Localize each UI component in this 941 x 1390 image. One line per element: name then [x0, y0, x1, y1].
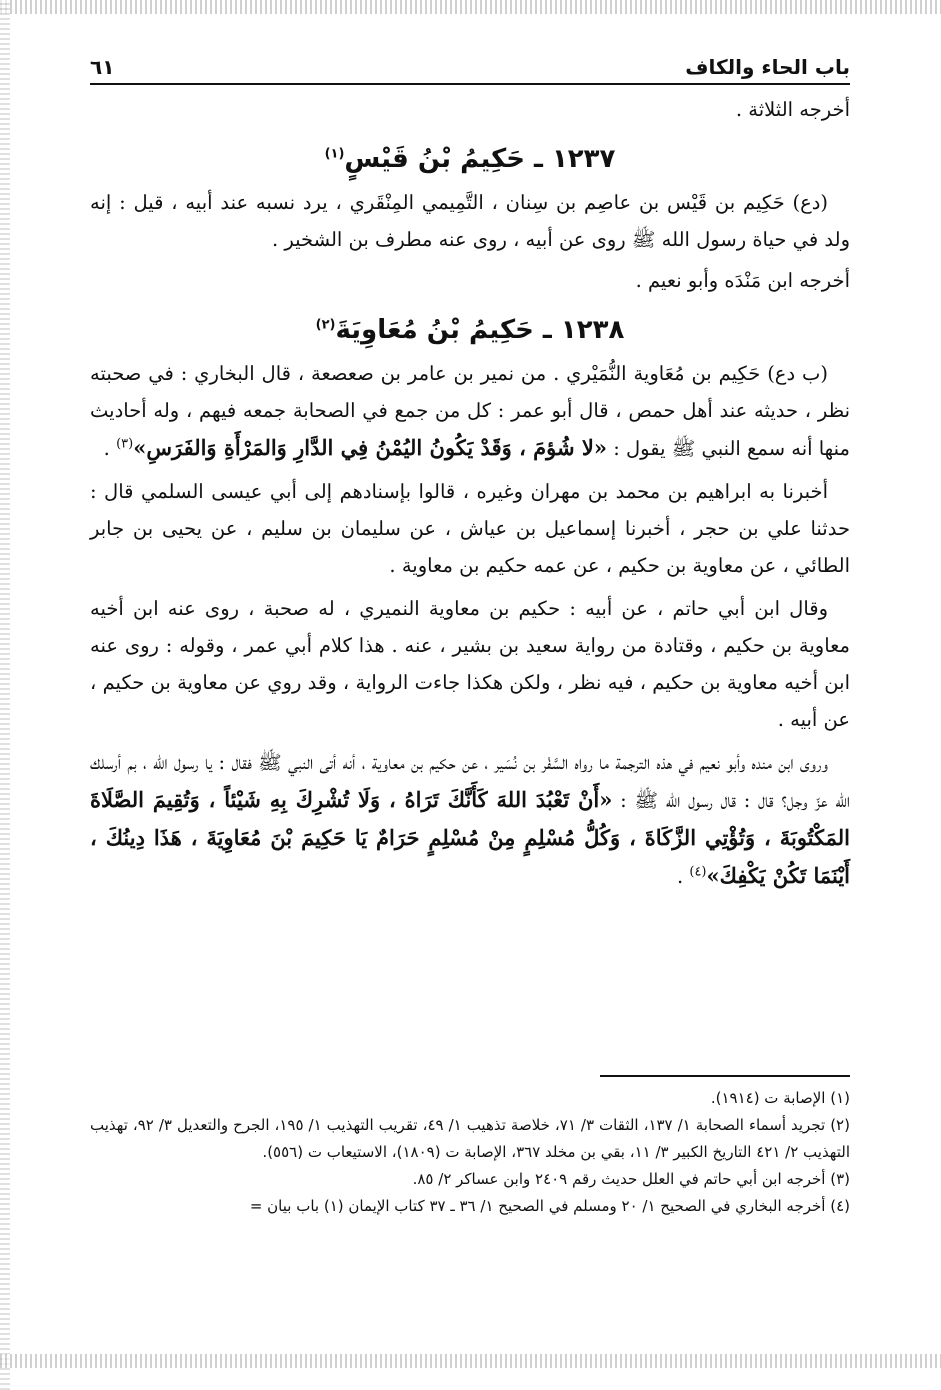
running-header: [90, 55, 850, 85]
decorative-border-bottom: [0, 1354, 941, 1368]
entry-1238-paragraph-1: [90, 355, 850, 467]
entry-title-text: ١٢٣٨ ـ حَكِيمُ بْنُ مُعَاوِيَةَ: [335, 315, 625, 345]
paragraph-text: وروى ابن منده وأبو نعيم في هذه الترجمة ما رواه السَّفْر بن نُسَير ، عن حكيم بن معاوية ، أنه أتى النبي ﷺ فقال : يا رسول الله ، بم أرسلك الله عزّ وجل؟ قال : قال رسول الله ﷺ :: [90, 751, 850, 812]
footnote-ref: (١): [324, 146, 345, 162]
paragraph-text: (ب دع) حَكِيم بن مُعَاوية النُّمَيْري . من نمير بن عامر بن صعصعة ، قال البخاري : في صحبته نظر ، حديثه عند أهل حمص ، قال أبو عمر : كل من جمع في الصحابة جمعه فيهم ، وله أحاديث منها أنه سمع النبي ﷺ يقول :: [90, 362, 850, 460]
paragraph-end: .: [676, 865, 690, 888]
footnote-ref: (٣): [116, 436, 134, 452]
entry-1237-paragraph-2: أخرجه ابن مَنْدَه وأبو نعيم .: [635, 269, 850, 292]
footnote-1: (١) الإصابة ت (١٩١٤).: [710, 1089, 850, 1107]
chapter-title: باب الحاء والكاف: [685, 55, 850, 79]
hadith-quote: «أَنْ تَعْبُدَ اللهَ كَأَنَّكَ تَرَاهُ ، وَلَا تُشْرِكَ بِهِ شَيْئاً ، وَتُقِيمَ الصَّلَاةَ المَكْتُوبَةَ ، وَتُؤْتِي الزَّكَاةَ ، وَكُلُّ مُسْلِمٍ مِنْ مُسْلِمٍ حَرَامٌ يَا حَكِيمَ بْنَ مُعَاوِيَةَ ، هَذَا دِينُكَ ، أَيْنَمَا تَكُنْ يَكْفِكَ»: [90, 787, 850, 888]
footnote-ref: (٤): [689, 864, 707, 880]
footnote-4: (٤) أخرجه البخاري في الصحيح ١/ ٢٠ ومسلم في الصحيح ١/ ٣٦ ـ ٣٧ كتاب الإيمان (١) باب بيان =: [249, 1197, 850, 1215]
entry-1238-paragraph-4: [90, 744, 850, 895]
footnote-separator: [600, 1075, 850, 1077]
footnote-ref: (٢): [315, 317, 336, 333]
decorative-border-top: [0, 0, 941, 14]
entry-title-1238: [90, 305, 850, 355]
paragraph-end: .: [103, 437, 117, 460]
intro-paragraph: أخرجه الثلاثة .: [735, 98, 850, 121]
footnote-2: (٢) تجريد أسماء الصحابة ١/ ١٣٧، الثقات ٣/ ٧١، خلاصة تذهيب ١/ ٤٩، تقريب التهذيب ١/ ١٩٥، الجرح والتعديل ٣/ ٩٢، تهذيب التهذيب ٢/ ٤٢١ التاريخ الكبير ٣/ ١١، بقي بن مخلد ٣٦٧، الإصابة ت (١٨٠٩)، الاستيعاب ت (٥٥٦).: [90, 1116, 850, 1161]
hadith-quote: «لا شُؤمَ ، وَقَدْ يَكُونُ اليُمْنُ فِي الدَّارِ وَالمَرْأَةِ وَالفَرَسِ»: [133, 435, 608, 460]
entry-1238-paragraph-3: وقال ابن أبي حاتم ، عن أبيه : حكيم بن معاوية النميري ، له صحبة ، روى عنه ابن أخيه معاوية بن حكيم ، وقتادة من رواية سعيد بن بشير ، عنه . هذا كلام أبي عمر ، وقوله : روى عنه ابن أخيه معاوية بن حكيم ، فيه نظر ، ولكن هكذا جاءت الرواية ، وقد روي عن معاوية بن حكيم ، عن أبيه .: [90, 597, 850, 731]
footnote-3: (٣) أخرجه ابن أبي حاتم في العلل حديث رقم ٢٤٠٩ وابن عساكر ٢/ ٨٥.: [412, 1170, 850, 1188]
page-body: [90, 55, 850, 895]
entry-title-1237: [90, 134, 850, 184]
entry-1238-paragraph-2: أخبرنا به ابراهيم بن محمد بن مهران وغيره ، قالوا بإسنادهم إلى أبي عيسى السلمي قال : حدثنا علي بن حجر ، أخبرنا إسماعيل بن عياش ، عن سليمان بن سليم ، عن يحيى بن جابر الطائي ، عن معاوية بن حكيم ، عن عمه حكيم بن معاوية .: [90, 480, 850, 577]
entry-1237-paragraph-1: (دع) حَكِيم بن قَيْس بن عاصِم بن سِنان ، التَّمِيمي المِنْقَري ، يرد نسبه عند أبيه ، قيل : إنه ولد في حياة رسول الله ﷺ روى عن أبيه ، روى عنه مطرف بن الشخير .: [90, 191, 850, 251]
footnotes-section: [90, 1075, 850, 1220]
page-number: ٦١: [90, 55, 115, 79]
entry-title-text: ١٢٣٧ ـ حَكِيمُ بْنُ قَيْسٍ: [344, 144, 616, 174]
decorative-border-left: [0, 0, 10, 1390]
